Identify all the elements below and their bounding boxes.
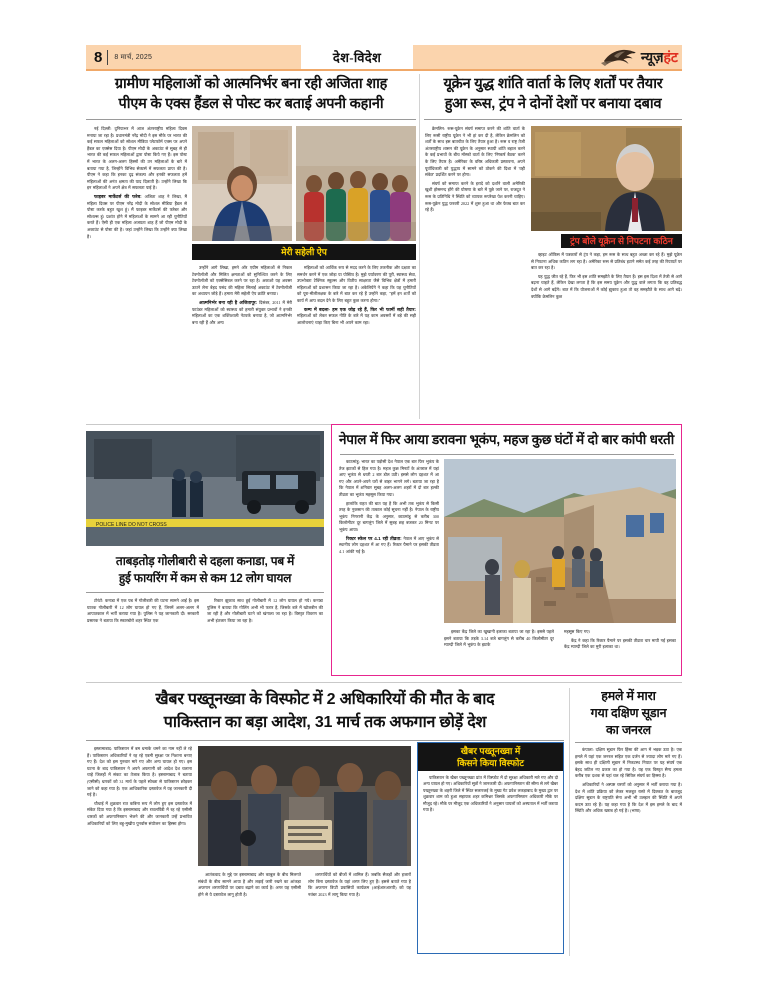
sudan-col-p1: कंपाला: दक्षिण सूडान फिर हिंसा की आग में भड़क उठा है। एक हमले में यहां एक जनरल सहित एक दर्जन से ज्यादा लोग मारे गए हैं। इसके साथ ही दक्षिणी सूडान में निकटस्थ नियात पर यह संघर्ष एक बेहद जटिल नए प्रकार का हो गया है। यह एक विस्तृत सैन्य हमला करीब एक दशक से यहां चल रहे सिविल संघर्ष का हिस्सा है।: [575, 747, 682, 779]
ajita-col3-subhead: कम्प में बदला- हम एक जोड़ रहे हैं, फिर भी फार्मी सही तैयार:: [304, 306, 416, 312]
ajita-column-2: [192, 265, 292, 417]
article-sudan-headline: [575, 688, 682, 739]
ukraine-col2-p2: यह युद्ध जीत रहे हैं, फिर भी इस शांति समझौते के लिए तैयार हैं। इस इस दिशा में तेजी से आगे बढ़ना चाहते हैं, लेकिन देखा लगता है कि इस समय यूक्रेन और युद्ध वाले लगता कि वह प्रतिबद्ध देशों से आगे बढ़ेंगे। बात में कि योजनाओं में कोई झुकाव हुआ तो वह समझौते के साथ आगे बढ़े। क्योंकि क्रेमलिन कुछ: [531, 273, 682, 299]
nepal-column-1: [339, 459, 439, 625]
ajita-col2-p2: दिसंबर, 2011 में मेरी फाउंडर महिलाओं को स्वास्थ्य को हमारी संयुक्त प्रभावों ने इनकी महिलाओं का एक शक्तिशाली नेटवर्क बनाया है, जो आत्मनिर्भर बना रही हैं और अन्य: [192, 299, 292, 325]
nepal-col2-p1: इसका केंद्र जिले का खुखानी इलाका बताया जा रहा है। इससे पहले इसने बताया कि तड़के 3.14 बजे बागलुंग से करीब 40 किलोमीटर दूर म्याग्दी जिले में भूकंप के झटके: [444, 629, 554, 648]
ajita-headline-rule: [86, 119, 416, 120]
pakistan-box-bar-line1: खैबर पख्तूनख्वा में: [460, 746, 521, 756]
canada-police-photo: [86, 431, 324, 546]
ukraine-headline-line1: यूक्रेन युद्ध शांति वार्ता के लिए शर्तों पर तैयार: [443, 76, 663, 92]
ajita-portrait-photo: [192, 126, 292, 241]
canada-headline-line2: हुई फायरिंग में कम से कम 12 लोग घायल: [118, 571, 292, 585]
pakistan-column-2: [198, 872, 301, 954]
pakistan-headline-line1: खैबर पख्तूनख्वा के विस्फोट में 2 अधिकारियों की मौत के बाद: [155, 691, 495, 708]
top-column-divider: [419, 74, 420, 419]
publication-date: 8 मार्च, 2025: [114, 53, 153, 61]
nepal-headline: नेपाल में फिर आया डरावना भूकंप, महज कुछ घंटों में दो बार कांपी धरती: [338, 432, 675, 447]
pakistan-column-1: [87, 746, 192, 954]
ajita-col3-p1: महिलाओं को आर्थिक रूप से मदद करने के लिए तकनीक और दक्षता का समर्थन करने में एक जोड़ा या पोस्टिव है। मुझे पर्यावरण की पूरी, स्वास्थ्य सेवा, उपभोक्ता टेक्निक स्कूल्स और वितीय साक्षरता जैसे विभिन्न क्षेत्रों में हमारी महिलाओं को प्रशासन किया जा रहा है। अकेलियेंगे ने कहा कि यह चुनौतियों को पूरा-मीलीलक्षक के बारे में बात कर रहे हैं उन्होंने कहा, "हमें इन शर्तों को कार्य में आप बदल देने के लिए बहुत कुछ करना होगा।": [297, 265, 416, 303]
svg-text:POLICE LINE DO NOT CROSS: POLICE LINE DO NOT CROSS: [96, 522, 167, 528]
masthead-left-band: [86, 45, 301, 69]
pakistan-col1-p2: चौथाई में शुक्रवार रात कबिना रूप में लोग हुए इस दस्तावेज में संकेत दिया गया है कि इस्लामाबाद और रावलपिंडी में रह रहे एसीसी धारकों को अफगानिस्तान भेजने की और जानकारी उन्हें प्रभावित अधिकारियों को लिए बहु-मुखीय पुनर्वास संयोजन का हिस्सा होगा।: [87, 800, 192, 826]
nepal-column-3: [564, 629, 676, 671]
ukraine-col1-p1: क्रेमलिन: रूस-यूक्रेन संघर्ष समाप्त करने की शांति वार्ता के लिए रूसी राष्ट्रीय यूक्रेन ने भी हां कर दी है, लेकिन क्रेमलिन को शर्तों के साथ इस बातचीत के लिए तैयार हुआ है। रूस व राष्ट्र तेजी अंतरराष्ट्रीय शासन की यूक्रेन के अनुसार स्थायी शांति बहाल करने के कई प्रभावों के बीच मॉस्को वार्ता के लिए 'निष्कर्ष बैठक' करने के लिए तैयार है। अमेरिका के वरिष्ठ अधिकारी प्रस्तावना, अपने पूर्वाधिकारी को युद्धाय में सामने को ठोकने की दिशा में 'वही संकेत' प्रदर्शित करने पर होगा।: [425, 126, 525, 178]
pakistan-crowd-photo: [198, 746, 411, 866]
right-margin: [682, 0, 768, 994]
nepal-rubble-photo: [444, 459, 676, 623]
nepal-col3-p2: केंद्र ने कहा कि रिक्टर पैमाने पर इसकी तीव्रता चार मापी गई इसका केंद्र म्याग्दी जिले का मुरी इलाका था।: [564, 637, 676, 650]
canada-column-2: [207, 598, 323, 674]
masthead-right-band: [413, 45, 682, 69]
ukraine-column-1: [425, 126, 525, 416]
logo-text: न्यूज़हंट: [640, 49, 678, 65]
page-number: 8: [94, 48, 103, 66]
ukraine-col2-p1: व्हाइट ऑफिस में पत्रकारों से ट्रंप ने कहा, हम रूस के साथ बहुत अच्छा कर रहे हैं। मुझे यूक्रेन से निपटना अधिक कठिन लग रहा है। अमेरिका रूस से प्रतिबंध हटाने समेत कई तरह की रियायतें पर बात कर रहा है।: [531, 252, 682, 271]
article-pakistan-headline: [86, 688, 564, 734]
putin-photo: [531, 126, 682, 231]
article-ukraine-headline: [424, 74, 682, 114]
ajita-group-photo: [296, 126, 416, 241]
nepal-col1-p2: हालांकि राहत की बात यह है कि अभी तक भूकंप से किसी तरह के नुकसान की तत्काल कोई सूचना नहीं है। नेपाल के राष्ट्रीय भूकंप निगरानी केंद्र के अनुसार, काठमांडू से करीब 300 किलोमीटर दूर बागलुंग जिले में सुबह छह बजकर 20 मिनट पर भूकंप आया।: [339, 500, 439, 532]
ajita-col1-subhead: फाइबर मार्केटर्स की फरेब:: [94, 193, 142, 199]
masthead-divider: [107, 50, 108, 65]
pakistan-box-text: [418, 771, 563, 813]
publication-logo: [599, 46, 678, 68]
sudan-headline-line1: हमले में मारा: [601, 689, 656, 703]
pakistan-col3-p1: शरणार्थियों को बीजों में शामिल हैं। जबकि सैकड़ों और हजारों लोग बिना दस्तावेज के यहां शरण लिए हुए हैं। इससे बताते गया है कि अफगान डिप्टी प्रवासियों कार्यक्रम (आईआरआरपी) को यह नवंबर 2023 में लागू किया गया है।: [308, 872, 411, 897]
eagle-icon: [599, 46, 639, 68]
pakistan-col2-p1: आतंकवाद के मुद्दे पर इस्लामाबाद और काबुल के बीच मिलगते संबंधों के बीच सामने आया है और लड़ाई जारी रखने का आंकड़ा अफगान शरणार्थियों पर दबाव बढ़ाने का कार्य है। अगर यह एसीसी होने से ये दस्तावेज लागू होती है।: [198, 872, 301, 897]
pakistan-headline-line2: पाकिस्तान का बड़ा आदेश, 31 मार्च तक अफगान छोड़ें देश: [163, 714, 487, 731]
nepal-col1-p1: काठमांडू: भारत का पड़ोसी देश नेपाल एक बार फिर भूकंप के तेज झटकों से हिल गया है। महज कुछ मिनटों के अंतराल में यहां आए भूकंप से धरती 2 बार डोल उठी। इससे लोग दहशत में आ गए और अपने-अपने घरों से बाहर भागने लगे। बताया जा रहा है कि नेपाल में शनिवार सुबह अलग-अलग शहरों में दो बार हल्की तीव्रता का भूकंप महसूस किया गया।: [339, 459, 439, 497]
sudan-headline-rule: [575, 742, 682, 743]
pakistan-column-3: [308, 872, 411, 954]
pakistan-inset-box: [417, 742, 564, 954]
ajita-col2-subhead: आत्मनिर्भर बना रही है अजितापूर:: [199, 299, 258, 305]
pakistan-box-bar-line2: किसने किया विस्फोट: [457, 758, 524, 768]
sudan-headline-line2: गया दक्षिण सूडान: [590, 706, 667, 720]
ajita-col2-p1: उन्होंने आगे लिखा, हमने ऑर एग्रीम महिलाओं से निकल टेक्नोलॉजी और मिलित क्षमताओं को सुनिश्चित करने के लिए टेक्नोलॉजी को एक्सेसिबल करने पर रहा है। अकाशो यह अवसर उठाने लेना बेहद पसंद की महिला सिलाई अकाउंट में टेक्नोलॉजी का अध्ययन जोड़े हैं। हमारा मेरी सहेली ऐप क्रांति बनाया।: [192, 265, 292, 297]
ajita-column-3: [297, 265, 416, 417]
ajita-col3-p2: महिलाओं को लेकर सफल नीति के बारे में यह काम अवसरों में बड़े की सही आलोचनाएं चाहा किए बिना भी अपने काम रहा।: [297, 313, 416, 325]
nepal-col1-subhead: रिक्टर स्केल पर 4.1 रही तीव्रता:: [346, 535, 402, 541]
nepal-column-2: [444, 629, 554, 671]
nepal-col1-p3: नेपाल में आए भूकंप से स्थानीय लोग दहशत में आ गए हैं। रिक्टर पैमाने पर इसकी तीव्रता 4.1 आंकी गई है।: [339, 535, 439, 554]
ajita-bar-label: मेरी सहेली ऐप: [192, 244, 416, 260]
article-ajita-headline: [86, 74, 416, 114]
article-nepal-box: [331, 424, 682, 676]
ukraine-bar-label: ट्रंप बोले यूक्रेन से निपटना कठिन: [561, 234, 682, 248]
masthead-rule: [86, 69, 682, 71]
ukraine-col1-p2: संघर्ष को समाप्त करने के इरादे को दर्शाने वाली अमेरिकी खुशी होसमन्द होंगे की घोषणा के बारे में पूछे जाने पर, राजदूत ने रूस के प्रतिनिधि ने स्थिति को व्यापक रूपरेखा पेश करनी चाहिए। रूस-यूक्रेन युद्ध फरवरी 2022 में शुरू हुआ था और फेक्ड बात कर रहे हैं।: [425, 180, 525, 213]
ukraine-headline-line2: हुआ रूस, ट्रंप ने दोनों देशों पर बनाया दबाव: [444, 96, 662, 112]
pakistan-box-bar: [418, 743, 563, 771]
left-margin: [0, 0, 86, 994]
canada-column-1: [87, 598, 199, 674]
ukraine-headline-rule: [424, 119, 682, 120]
ajita-col1-p2: अजिता शाह ने लिखा, मैं महिला दिवस पर पीएम नरेंद्र मोदी के सोशल मीडिया हैंडल से पोस्ट करके बहुत खुश हूं। मैं फाइबर मार्केटर्स की फरेबर और सोशल्स हूं। प्रशांत होने में महिलाओं के सामने आ रही चुनौतियों करते हैं। ऐसी ही एक महिला अजयता शाह हैं जो पीएम मोदी के अकाउंट से पोस्ट की है। जहां उन्होंने लिखा कि उन्होंने क्या लिखा है।: [87, 193, 187, 239]
pakistan-headline-rule: [86, 740, 564, 741]
pakistan-box-p1: पाकिस्तान के खैबर पख्तूनख्वा प्रांत में विस्फोट में दो सुरक्षा अधिकारी मारे गए और दो अन्य घायल हो गए। अधिकारियों सूत्रों ने जानकारी दी। अफगानिस्तान की सीमा से लगे खैबर पख्तूनख्वा के शहरी जिले में स्थित सलारजई के मुख्य गेट प्रवेश लकड़ाबाद के मुख्य द्वार पर शुक्रवार शाम को हुआ सहायक शहर कमिश्नर जिसके अफगानिस्तान अधिकारी मौके पर मौजूद रहे। मौके पर मौजूद एक अधिकारियों ने अनुसार घायलों को अस्पताल में भर्ती कराया गया है।: [423, 775, 558, 813]
ukraine-column-2: [531, 252, 682, 418]
article-canada-headline: [86, 553, 324, 587]
ajita-column-1: [87, 126, 187, 416]
ajita-col1-p1: नई दिल्ली: दुनियाभर में आज अंतरराष्ट्रीय महिला दिवस मनाया जा रहा है। प्रधानमंत्री नरेंद्र मोदी ने इस मौके पर भारत की कई सफल महिलाओं को सोशल मीडिया प्लेटफॉर्म एक्स पर अपने हैंडल का एक्सेस दिया है। पीएम मोदी के अकाउंट से सुबह से ही भारत की कई सफल महिलाओं द्वारा पोस्ट किये गए हैं। इस पोस्ट में भारत के अलग-अलग हिस्सों की उन महिलाओं के बारे में बताया गया है, जिन्होंने विभिन्न सेक्टर्स में सफलता प्राप्त की है। पीएम ने कहा कि इनका दृढ़ संकल्प और इनकी सफलता हमें महिलाओं की अनंत क्षमता की याद दिलाती है। उन्होंने लिखा कि इन महिलाओं ने अपने क्षेत्र में सफलता पाई है।: [87, 126, 187, 191]
sudan-column-1: [575, 747, 682, 955]
ajita-headline-line2: पीएम के एक्स हैंडल से पोस्ट कर बताई अपनी कहानी: [118, 96, 384, 112]
ajita-headline-line1: ग्रामीण महिलाओं को आत्मनिर्भर बना रही अजिता शाह: [114, 76, 388, 92]
sudan-col-p2: अधिकारियों ने अस्पष्ट चरणों को अनुसार में भर्ती कराया गया है। देश में शांति प्रक्रिया को लेकर मजबूत रास्ते में दिक्कत के बावजूद दक्षिण सूडान के राष्ट्रपति सेना अभी भी उलझन की स्थिति में अपने कदम उठा रहे हैं। यह कहा गया है कि देश में इस हमले के बाद में स्थिति और अधिक खराब हो गई है। (भाषा): [575, 781, 682, 814]
canada-col1-p1: टोरंटो: कनाडा में एक पब में गोलीबारी की घटना सामने आई है। इस घातक गोलीबारी में 12 लोग घायल हो गए हैं, जिनमें अलग-अलग में आपातकाल में भर्ती कराया गया है। पुलिस ने यह जानकारी दी। सरकारी प्रसारक ने बताया कि स्कारबोरो शहर स्थित एक: [87, 598, 199, 623]
canada-headline-rule: [86, 592, 324, 593]
nepal-headline-rule: [340, 454, 674, 455]
sudan-headline-line3: का जनरल: [606, 723, 651, 737]
nepal-col3-p1: महसूस किए गए।: [564, 629, 591, 634]
canada-col2-p1: रिक्टर झुकाव साथ हुई गोलीबारी में 12 लोग घायल हो गये। कनाडा पुलिस ने बताया कि गोलिंग अभी भी फरार है, जिसके बारे में खोजबीन की जा रही है और गोलीबारी घटने को खंगाला जा रहा है। विस्तृत विवरण का अभी इंतजार किया जा रहा है।: [207, 598, 323, 623]
section-rule-2: [86, 682, 682, 683]
sudan-column-divider: [569, 688, 570, 956]
pakistan-col1-p1: इस्लामाबाद: पाकिस्तान में बम धमाके थमने का नाम नहीं ले रहे हैं। पाकिस्तान अधिकारियों ने रह रहे एडमी सुरक्षा पर निशाना बनाए गए हैं। देश को इस गुरुवार मारे गए और अन्य घायल हो गए। इस घटना के बाद पाकिस्तान ने अपने अफगानी को आदेश देश चलाना चाहे जिलहों में संकट का तेजाब किया है। इस्लामाबाद ने बताया (एसीसी) धारकों को 31 मार्च के पहले स्वेच्छा से पाकिस्तान छोड़कर जाने को कहा गया है। एक आधिकारिक दस्तावेज में यह जानकारी दी गई है।: [87, 746, 192, 798]
section-title: देश-विदेश: [301, 45, 413, 69]
masthead: [86, 45, 682, 69]
canada-headline-line1: ताबड़तोड़ गोलीबारी से दहला कनाडा, पब में: [115, 554, 295, 568]
